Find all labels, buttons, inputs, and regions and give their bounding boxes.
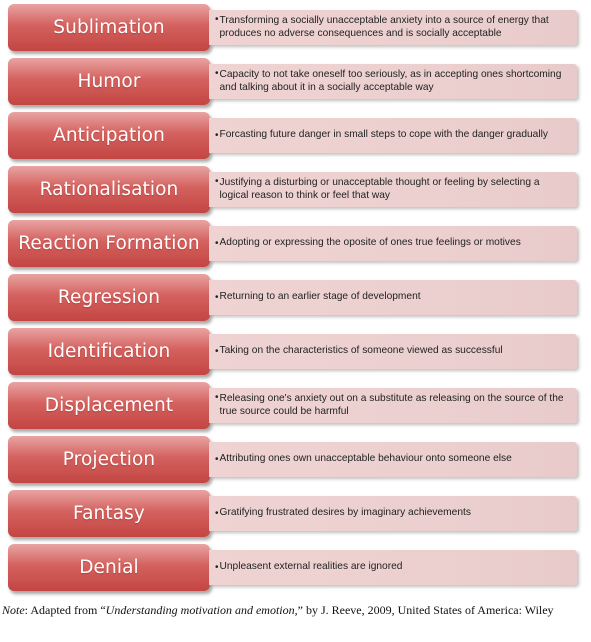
mechanism-description-box [209, 10, 577, 45]
bullet-icon: • [215, 454, 219, 465]
mechanism-name: Displacement [44, 395, 174, 416]
mechanism-description: Returning to an earlier stage of development [219, 291, 421, 303]
mechanism-label-box [8, 490, 210, 537]
mechanism-row [0, 489, 591, 543]
mechanism-label-box [8, 544, 210, 591]
mechanism-name: Anticipation [53, 125, 165, 146]
mechanism-name: Sublimation [53, 17, 165, 38]
bullet-icon: • [215, 292, 219, 303]
mechanism-label-box [8, 4, 210, 51]
mechanism-label-box [8, 274, 210, 321]
mechanism-description-box [209, 496, 577, 531]
mechanism-row [0, 3, 591, 57]
mechanism-row [0, 435, 591, 489]
mechanism-description-box [209, 550, 577, 585]
mechanism-description-box [209, 172, 577, 207]
mechanism-description: Capacity to not take oneself too seriously, as in accepting ones shortcoming and talking about it in a socially acceptable way [219, 69, 562, 93]
mechanism-label-box [8, 112, 210, 159]
mechanism-name: Denial [79, 557, 139, 578]
mechanism-row [0, 273, 591, 327]
mechanism-name: Fantasy [73, 503, 145, 524]
bullet-icon: • [215, 346, 219, 357]
bullet-icon: • [215, 68, 219, 79]
mechanism-label-box [8, 328, 210, 375]
mechanism-description: Forcasting future danger in small steps to cope with the danger gradually [219, 129, 548, 141]
bullet-icon: • [215, 508, 219, 519]
note-prefix: : Adapted from “ [24, 603, 106, 617]
mechanism-description-box [209, 64, 577, 99]
mechanism-description: Justifying a disturbing or unacceptable thought or feeling by selecting a logical reason to think or feel that way [219, 177, 540, 201]
mechanism-row [0, 327, 591, 381]
bullet-icon: • [215, 130, 219, 141]
mechanism-row [0, 165, 591, 219]
bullet-icon: • [215, 392, 219, 403]
mechanism-description: Transforming a socially unacceptable anxiety into a source of energy that produces no adverse consequences and is socially acceptable [219, 15, 549, 39]
mechanism-label-box [8, 382, 210, 429]
mechanism-description: Adopting or expressing the oposite of ones true feelings or motives [219, 237, 521, 249]
mechanism-description-box [209, 280, 577, 315]
mechanism-description-box [209, 388, 577, 423]
mechanism-description: Unpleasent external realities are ignored [219, 561, 403, 573]
note-source-title: Understanding motivation and emotion, [105, 603, 298, 617]
mechanism-description-box [209, 442, 577, 477]
mechanism-name: Humor [77, 71, 141, 92]
mechanism-row [0, 381, 591, 435]
mechanism-row [0, 219, 591, 273]
note-label: Note [2, 603, 25, 617]
mechanism-name: Rationalisation [39, 179, 179, 200]
mechanism-name: Projection [62, 449, 156, 470]
note-suffix: ” by J. Reeve, 2009, United States of America: Wiley [297, 603, 554, 617]
mechanism-description-box [209, 118, 577, 153]
mechanism-label-box [8, 436, 210, 483]
mechanism-description: Gratifying frustrated desires by imaginary achievements [219, 507, 471, 519]
bullet-icon: • [215, 562, 219, 573]
mechanism-row [0, 57, 591, 111]
mechanism-description-box [209, 334, 577, 369]
mechanism-name: Regression [57, 287, 161, 308]
mechanism-description: Releasing one's anxiety out on a substitute as releasing on the source of the true source could be harmful [219, 393, 564, 417]
mechanism-description: Attributing ones own unacceptable behaviour onto someone else [219, 453, 512, 465]
source-note [2, 603, 562, 618]
bullet-icon: • [215, 14, 219, 25]
mechanism-label-box [8, 58, 210, 105]
mechanism-label-box [8, 166, 210, 213]
mechanism-description: Taking on the characteristics of someone viewed as successful [219, 345, 503, 357]
mechanism-row [0, 111, 591, 165]
bullet-icon: • [215, 238, 219, 249]
mechanism-description-box [209, 226, 577, 261]
mechanism-row [0, 543, 591, 597]
mechanism-label-box [8, 220, 210, 267]
bullet-icon: • [215, 176, 219, 187]
mechanism-name: Identification [47, 341, 171, 362]
mechanism-name: Reaction Formation [18, 233, 200, 254]
